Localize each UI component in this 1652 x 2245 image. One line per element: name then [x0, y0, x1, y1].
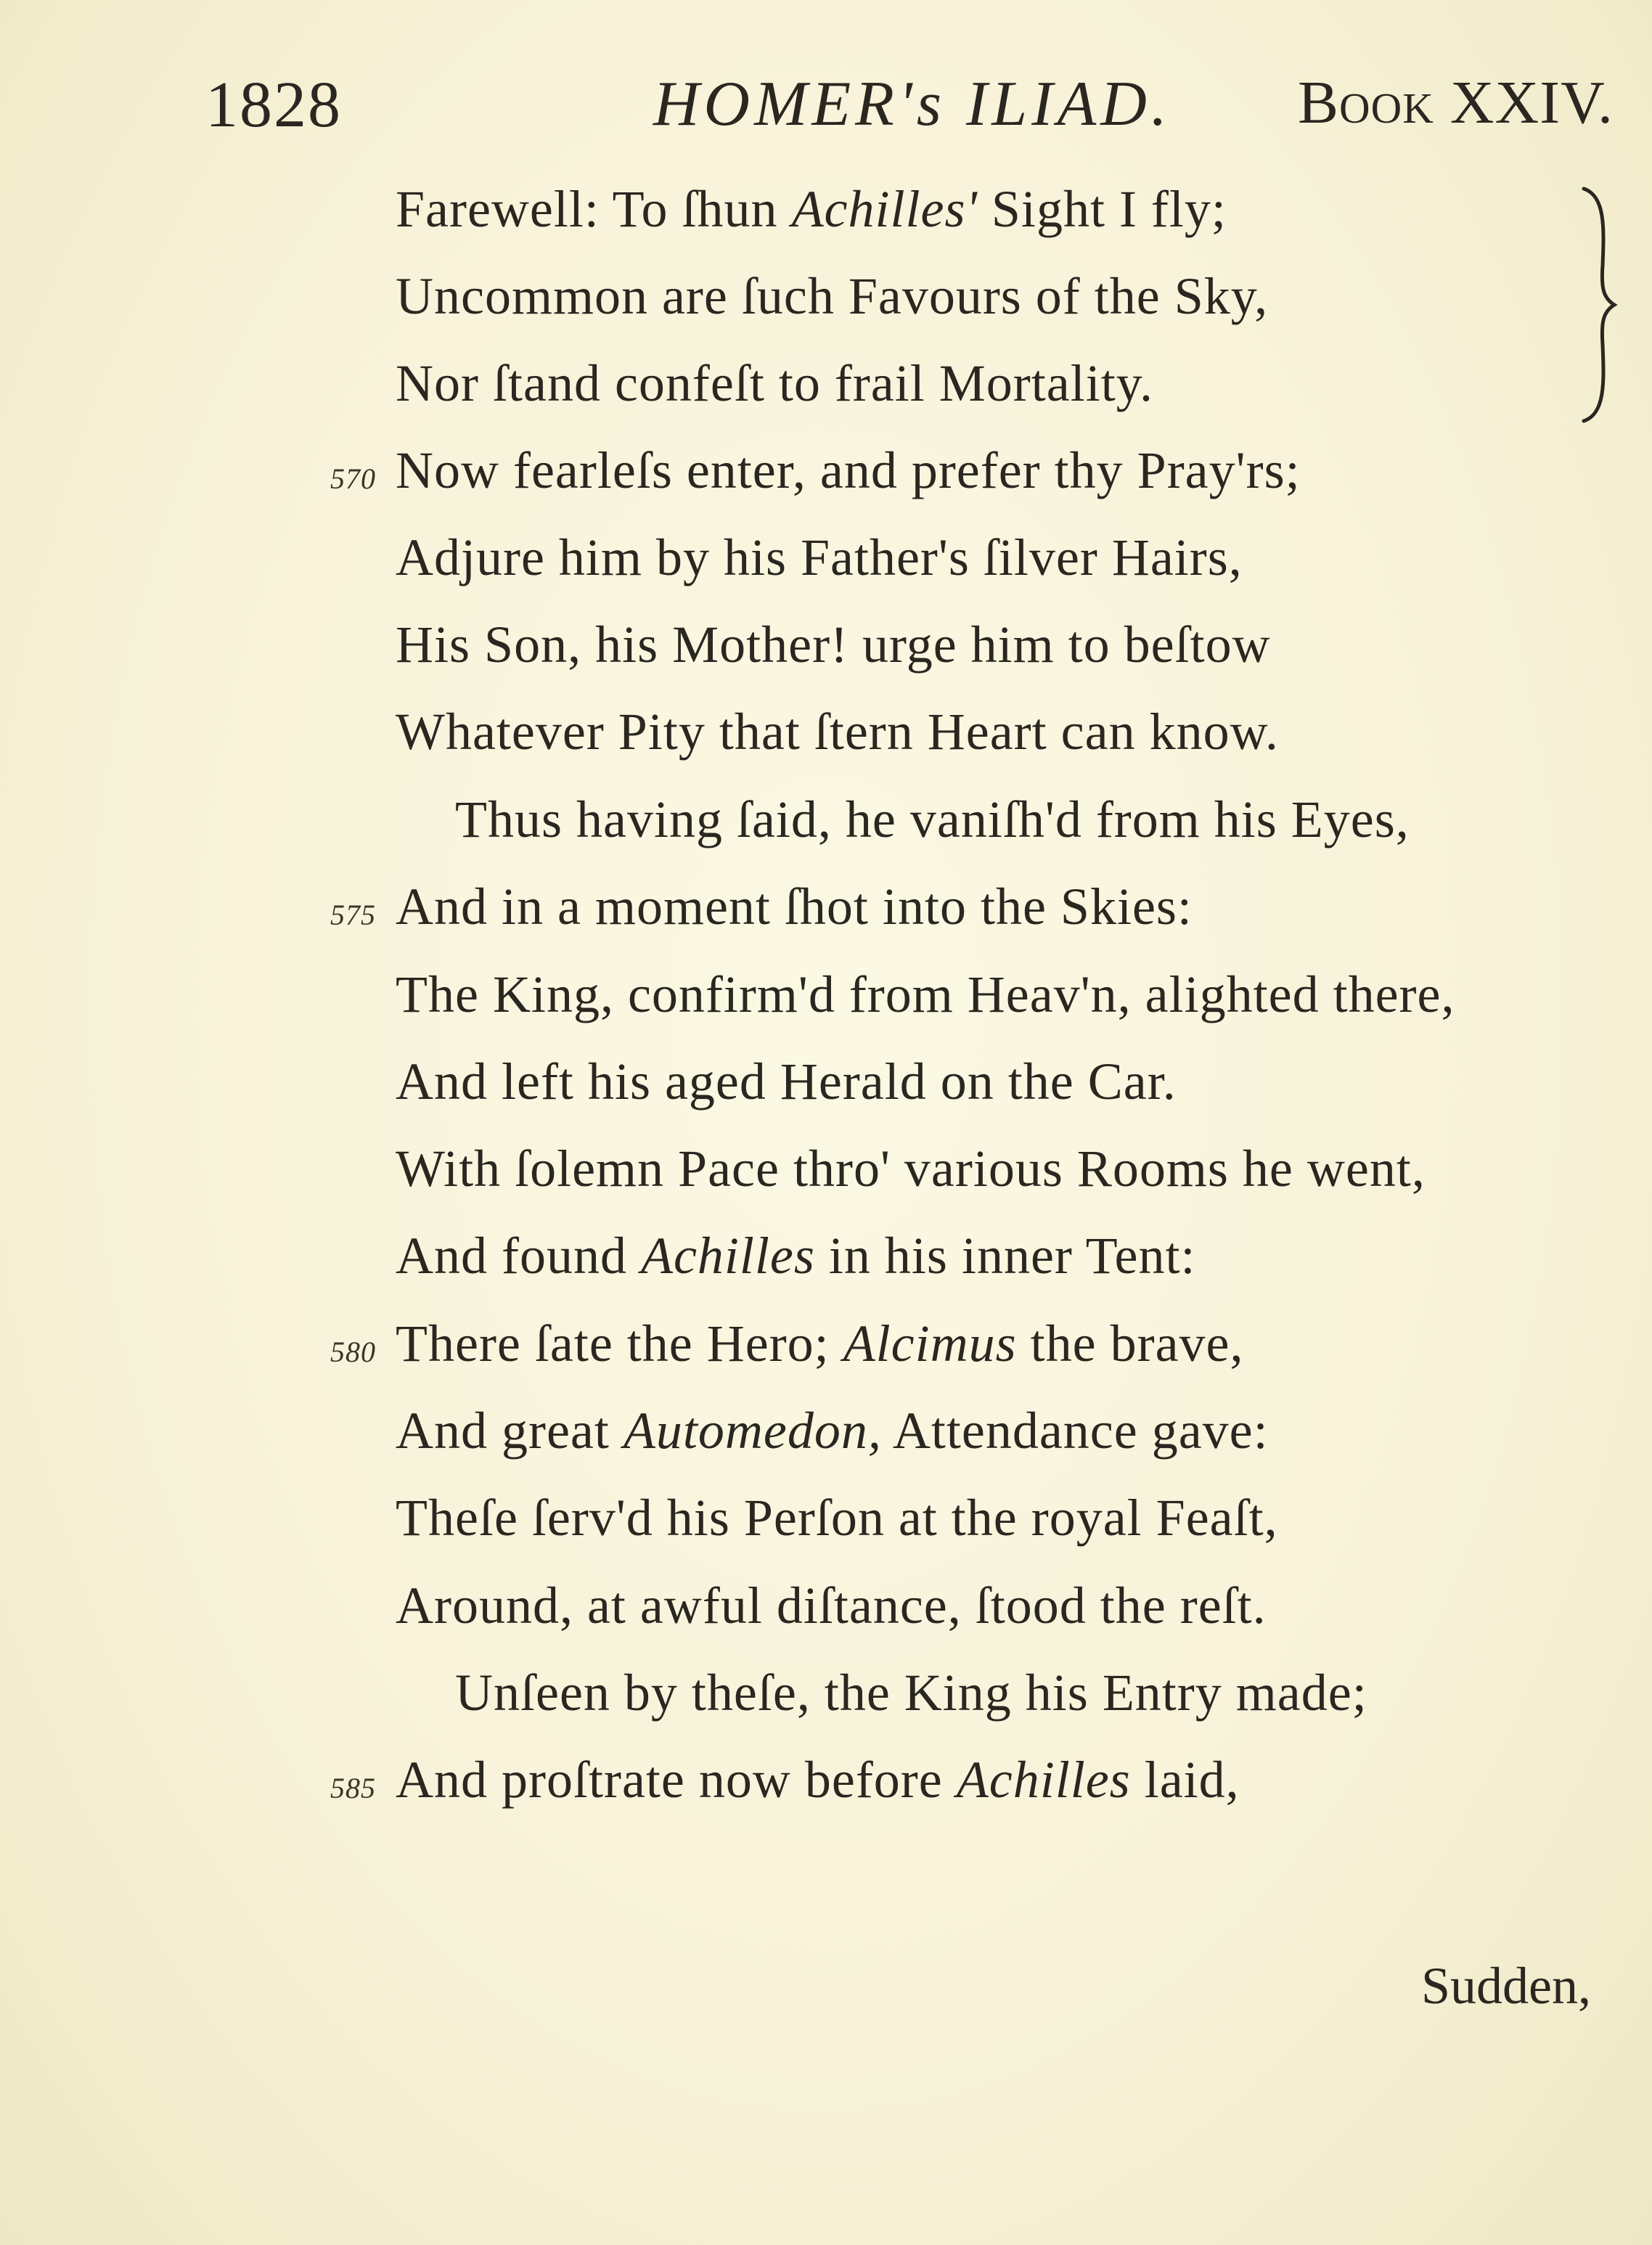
verse-line	[396, 1402, 1269, 1460]
running-title: HOMER's ILIAD.	[653, 69, 1171, 139]
verse-line	[396, 1577, 1267, 1635]
line-number: 575	[330, 899, 376, 931]
verse-line	[396, 441, 1301, 499]
page-header	[0, 62, 1652, 142]
verse-line	[396, 1314, 1244, 1373]
triplet-brace	[1577, 185, 1620, 425]
line-number: 570	[330, 462, 376, 495]
italic-name: Automedon,	[623, 1402, 882, 1460]
line-number: 585	[330, 1772, 376, 1804]
verse-text: Uncommon are ſuch Favours of the Sky,	[396, 267, 1269, 325]
verse-text: The King, confirm'd from Heav'n, alighted there,	[396, 965, 1455, 1023]
verse-text: And left his aged Herald on the Car.	[396, 1052, 1177, 1111]
verse-text: Thus having ſaid, he vaniſh'd from his Eyes,	[455, 790, 1410, 848]
verse-line	[396, 267, 1269, 325]
verse-text: Attendance gave:	[881, 1402, 1269, 1460]
verse-line	[396, 1052, 1177, 1111]
verse-text: Unſeen by theſe, the King his Entry made;	[455, 1664, 1367, 1722]
verse-line	[396, 616, 1271, 674]
verse-text: His Son, his Mother! urge him to beſtow	[396, 616, 1271, 674]
verse-line	[396, 703, 1279, 761]
verse-text: And in a moment ſhot into the Skies:	[396, 878, 1193, 936]
verse-line	[455, 1664, 1367, 1722]
verse-text: Around, at awful diſtance, ſtood the reſt.	[396, 1577, 1267, 1635]
italic-name: Achilles	[640, 1227, 815, 1285]
verse-text: There ſate the Hero;	[396, 1314, 843, 1373]
verse-line	[396, 878, 1193, 936]
verse-line	[396, 965, 1455, 1023]
verse-text: Adjure him by his Father's ſilver Hairs,	[396, 528, 1243, 586]
verse-text: Farewell: To ſhun	[396, 180, 792, 238]
verse-line	[455, 790, 1410, 848]
line-number: 580	[330, 1336, 376, 1368]
verse-line	[396, 354, 1154, 412]
verse-text: Now fearleſs enter, and prefer thy Pray'rs;	[396, 441, 1301, 499]
verse-text: laid,	[1130, 1751, 1240, 1809]
italic-name: Alcimus	[843, 1314, 1017, 1373]
verse-text: Whatever Pity that ſtern Heart can know.	[396, 703, 1279, 761]
italic-name: Achilles	[956, 1751, 1131, 1809]
verse-text: And proſtrate now before	[396, 1751, 957, 1809]
verse-text: With ſolemn Pace thro' various Rooms he went,	[396, 1140, 1426, 1198]
verse-text: And found	[396, 1227, 641, 1285]
verse-text: in his inner Tent:	[814, 1227, 1196, 1285]
verse-text: Theſe ſerv'd his Perſon at the royal Feaſt,	[396, 1489, 1278, 1547]
page-number: 1828	[205, 69, 342, 141]
verse-line	[396, 528, 1243, 586]
italic-name: Achilles'	[791, 180, 978, 238]
verse-text: Sight I fly;	[977, 180, 1227, 238]
verse-line	[396, 1140, 1426, 1198]
verse-text: And great	[396, 1402, 623, 1460]
verse-text: the brave,	[1016, 1314, 1244, 1373]
catchword: Sudden,	[1421, 1957, 1591, 2015]
verse-line	[396, 1751, 1240, 1809]
book-label: Book XXIV.	[1298, 69, 1614, 136]
verse-text: Nor ſtand confeſt to frail Mortality.	[396, 354, 1154, 412]
verse-line	[396, 1227, 1196, 1285]
verse-line	[396, 1489, 1278, 1547]
verse-line	[396, 180, 1227, 238]
